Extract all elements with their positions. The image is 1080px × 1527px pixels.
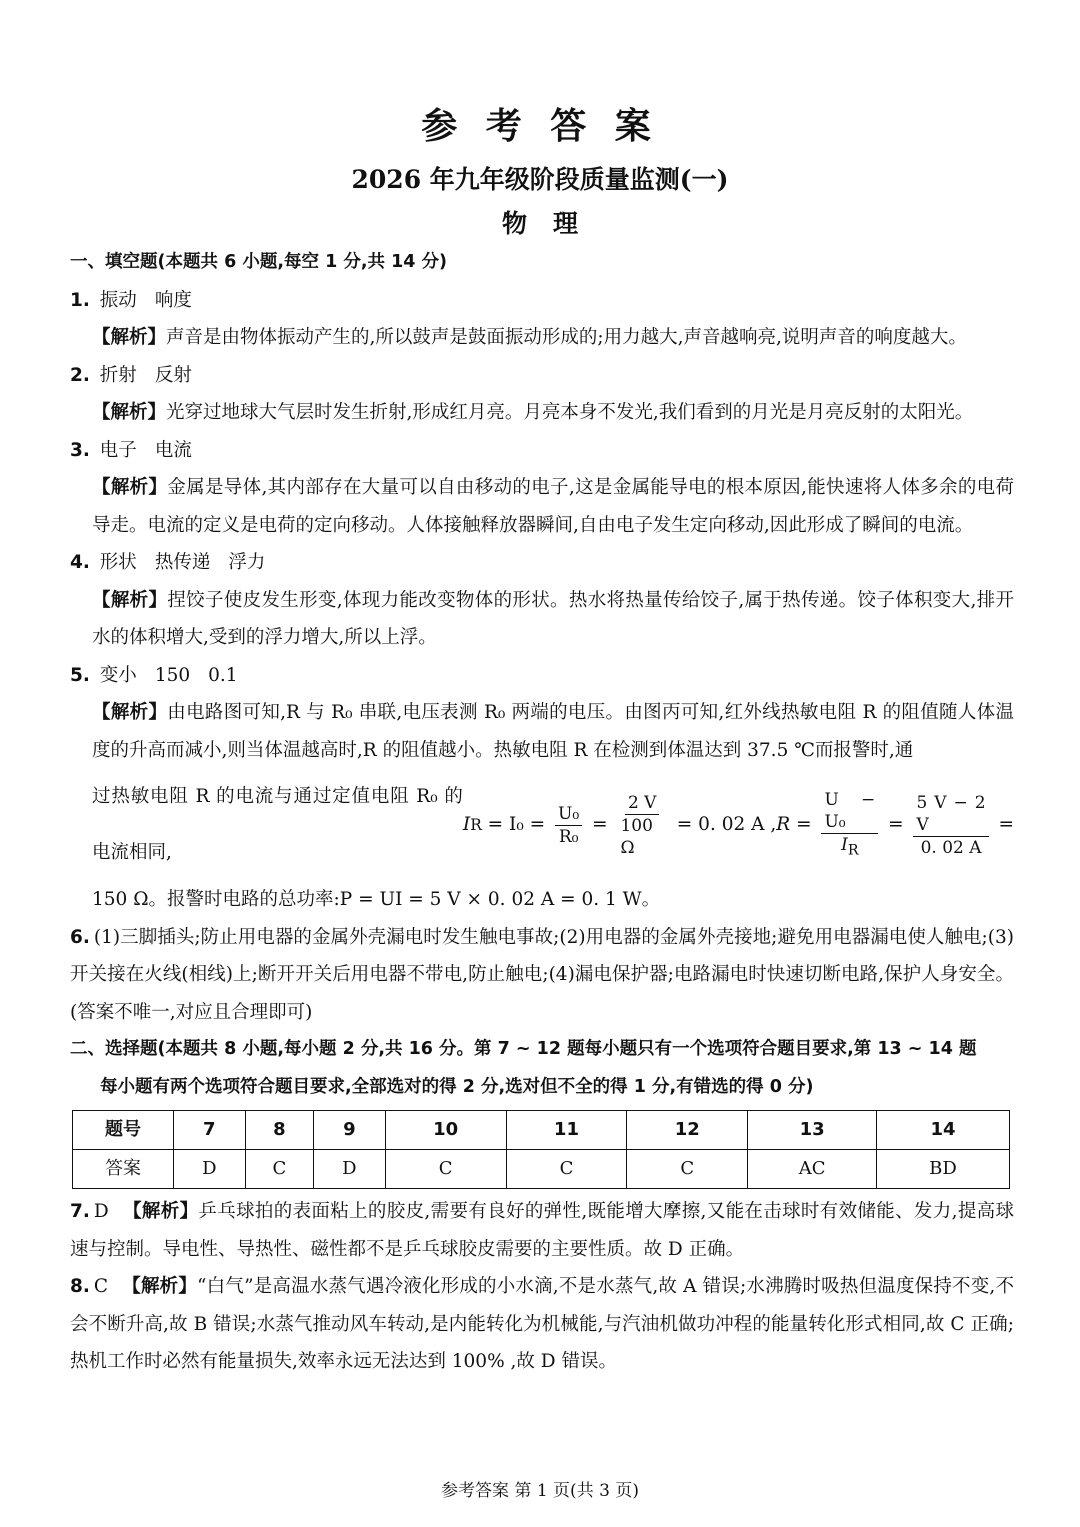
answer: 电流 bbox=[154, 439, 192, 461]
table-answer-label: 答案 bbox=[73, 1150, 174, 1189]
explanation-text: “白气”是高温水蒸气遇冷液化形成的小水滴,不是水蒸气,故 A 错误;水沸腾时吸热但温度保持不变,不会不断升高,故 B 错误;水蒸气推动风车转动,是内能转化为机械能,与汽油机做功冲程的能量转化形式相同,故 C 正确;热机工作时必然有能量损失,效率永远无法达到 100% ,故 D 错误。 bbox=[70, 1276, 1014, 1372]
answer-text: (1)三脚插头;防止用电器的金属外壳漏电时发生触电事故;(2)用电器的金属外壳接地;避免用电器漏电使人触电;(3)开关接在火线(相线)上;断开开关后用电器不带电,防止触电;(4)漏电保护器;电路漏电时快速切断电路,保护人身安全。(答案不唯一,对应且合理即可) bbox=[70, 926, 1014, 1023]
table-cell: C bbox=[385, 1150, 506, 1189]
analysis-tag: 【解析】 bbox=[122, 1276, 198, 1297]
equals: = bbox=[586, 814, 614, 835]
explanation-1 bbox=[70, 319, 1014, 357]
explanation-text: 由电路图可知,R 与 R₀ 串联,电压表测 R₀ 两端的电压。由图丙可知,红外线热敏电阻 R 的阻值随人体温度的升高而减小,则当体温越高时,R 的阻值越小。热敏电阻 R 在检测到体温达到 37.5 ℃而报警时,通 bbox=[92, 702, 1014, 761]
explanation-text: 金属是导体,其内部存在大量可以自由移动的电子,这是金属能导电的根本原因,能快速将人体多余的电荷导走。电流的定义是电荷的定向移动。人体接触释放器瞬间,自由电子发生定向移动,因此形成了瞬间的电流。 bbox=[92, 477, 1014, 536]
answer: 150 bbox=[154, 664, 191, 686]
numerator: U − U₀ bbox=[821, 789, 878, 834]
table-cell: 11 bbox=[506, 1111, 627, 1150]
answer: 形状 bbox=[99, 552, 137, 573]
answer: 电子 bbox=[99, 439, 137, 461]
table-cell: C bbox=[245, 1150, 314, 1189]
question-number: 7. bbox=[70, 1201, 90, 1222]
question-number: 5. bbox=[70, 664, 90, 686]
question-number: 4. bbox=[70, 552, 90, 573]
question-2 bbox=[70, 357, 1014, 395]
fraction-u-diff-ir bbox=[821, 789, 878, 861]
table-cell: 7 bbox=[174, 1111, 246, 1150]
explanation-4 bbox=[70, 582, 1014, 657]
answer: 响度 bbox=[154, 289, 192, 311]
explanation-3 bbox=[70, 469, 1014, 544]
table-cell: C bbox=[506, 1150, 627, 1189]
question-4 bbox=[70, 544, 1014, 582]
table-cell: 13 bbox=[748, 1111, 877, 1150]
numerator: 5 V − 2 V bbox=[913, 792, 988, 837]
explanation-text: 光穿过地球大气层时发生折射,形成红月亮。月亮本身不发光,我们看到的月光是月亮反射的太阳光。 bbox=[166, 402, 974, 423]
analysis-tag: 【解析】 bbox=[92, 702, 168, 723]
formula-prefix: 过热敏电阻 R 的电流与通过定值电阻 R₀ 的电流相同, bbox=[92, 786, 463, 863]
equals: = I₀ = bbox=[481, 814, 552, 835]
fraction-2v-100 bbox=[617, 792, 666, 859]
numerator: U₀ bbox=[555, 803, 582, 826]
section-1-heading: 一、填空题(本题共 6 小题,每空 1 分,共 14 分) bbox=[70, 252, 448, 272]
numerator: 2 V bbox=[625, 792, 660, 815]
denominator: R₀ bbox=[558, 826, 579, 847]
denominator bbox=[838, 834, 861, 861]
answer: 浮力 bbox=[228, 552, 266, 573]
subscript: R bbox=[847, 842, 859, 859]
explanation-2 bbox=[70, 394, 1014, 432]
symbol-r: R bbox=[776, 814, 791, 835]
table-row-numbers bbox=[73, 1111, 1010, 1150]
analysis-tag: 【解析】 bbox=[92, 589, 168, 611]
question-7 bbox=[70, 1193, 1014, 1268]
explanation-text: 乒乓球拍的表面粘上的胶皮,需要有良好的弹性,既能增大摩擦,又能在击球时有效储能、发力,提高球速与控制。导电性、导热性、磁性都不是乒乓球胶皮需要的主要性质。故 D 正确。 bbox=[70, 1201, 1014, 1260]
symbol-i: I bbox=[462, 814, 471, 835]
answer-list bbox=[100, 665, 238, 686]
analysis-tag: 【解析】 bbox=[92, 477, 168, 498]
content bbox=[70, 244, 1014, 1381]
answer: C bbox=[93, 1276, 109, 1297]
denominator: 100 Ω bbox=[620, 815, 653, 858]
answer: 振动 bbox=[99, 289, 137, 311]
question-6 bbox=[70, 919, 1014, 1032]
answer-list bbox=[100, 290, 192, 311]
page-footer: 参考答案 第 1 页(共 3 页) bbox=[441, 1481, 639, 1501]
table-row-answers bbox=[73, 1150, 1010, 1189]
answer: D bbox=[93, 1201, 109, 1222]
result-current: = 0. 02 A , bbox=[670, 814, 777, 835]
question-number: 3. bbox=[70, 439, 90, 461]
table-cell: D bbox=[174, 1150, 246, 1189]
section-2-heading bbox=[70, 1031, 1014, 1106]
equals: = bbox=[992, 814, 1014, 835]
table-cell: 8 bbox=[245, 1111, 314, 1150]
heading-line: 每小题有两个选项符合题目要求,全部选对的得 2 分,选对但不全的得 1 分,有错选的得 0 分) bbox=[100, 1076, 814, 1097]
answer: 反射 bbox=[154, 364, 192, 386]
question-number: 6. bbox=[70, 926, 90, 948]
exam-subtitle: 2026 年九年级阶段质量监测(一) bbox=[351, 165, 729, 194]
denominator: 0. 02 A bbox=[920, 837, 982, 858]
answer: 0.1 bbox=[208, 664, 238, 686]
question-number: 8. bbox=[70, 1276, 90, 1297]
formula-line bbox=[70, 769, 1014, 881]
symbol-i: I bbox=[841, 834, 848, 855]
answer-list bbox=[100, 440, 192, 461]
heading-line: 二、选择题(本题共 8 小题,每小题 2 分,共 16 分。第 7 ~ 12 题每小题只有一个选项符合题目要求,第 13 ~ 14 题 bbox=[70, 1039, 977, 1059]
question-number: 2. bbox=[70, 364, 90, 386]
question-1 bbox=[70, 282, 1014, 320]
analysis-tag: 【解析】 bbox=[92, 327, 167, 348]
table-cell: 12 bbox=[627, 1111, 748, 1150]
table-cell: AC bbox=[748, 1150, 877, 1189]
analysis-tag: 【解析】 bbox=[92, 402, 167, 423]
fraction-u0-r0 bbox=[555, 803, 582, 848]
answer-table bbox=[72, 1110, 1010, 1189]
explanation-5 bbox=[70, 694, 1014, 769]
question-3 bbox=[70, 432, 1014, 470]
explanation-5-end: 150 Ω。报警时电路的总功率:P = UI = 5 V × 0. 02 A = 0. 1 W。 bbox=[92, 889, 661, 910]
table-cell: 9 bbox=[314, 1111, 386, 1150]
table-cell: C bbox=[627, 1150, 748, 1189]
question-5 bbox=[70, 657, 1014, 695]
table-cell: D bbox=[314, 1150, 386, 1189]
table-cell: BD bbox=[877, 1150, 1010, 1189]
explanation-text: 捏饺子使皮发生形变,体现力能改变物体的形状。热水将热量传给饺子,属于热传递。饺子体积变大,排开水的体积增大,受到的浮力增大,所以上浮。 bbox=[92, 589, 1014, 648]
table-cell: 10 bbox=[385, 1111, 506, 1150]
table-header-label: 题号 bbox=[73, 1111, 174, 1150]
table-cell: 14 bbox=[877, 1111, 1010, 1150]
explanation-text: 声音是由物体振动产生的,所以鼓声是鼓面振动形成的;用力越大,声音越响亮,说明声音的响度越大。 bbox=[166, 327, 967, 348]
answer-list bbox=[100, 365, 192, 386]
equals: = bbox=[882, 814, 910, 835]
answer: 热传递 bbox=[154, 552, 211, 573]
equals: = bbox=[790, 814, 818, 835]
answer: 折射 bbox=[99, 364, 137, 386]
analysis-tag: 【解析】 bbox=[122, 1201, 199, 1222]
subscript: R bbox=[470, 816, 482, 834]
fraction-3v-002 bbox=[913, 792, 988, 859]
answer: 变小 bbox=[99, 664, 137, 686]
answer-list bbox=[100, 552, 266, 573]
question-number: 1. bbox=[70, 289, 90, 311]
subject-heading: 物理 bbox=[501, 209, 604, 238]
page-title: 参 考 答 案 bbox=[421, 105, 659, 147]
question-8 bbox=[70, 1268, 1014, 1381]
